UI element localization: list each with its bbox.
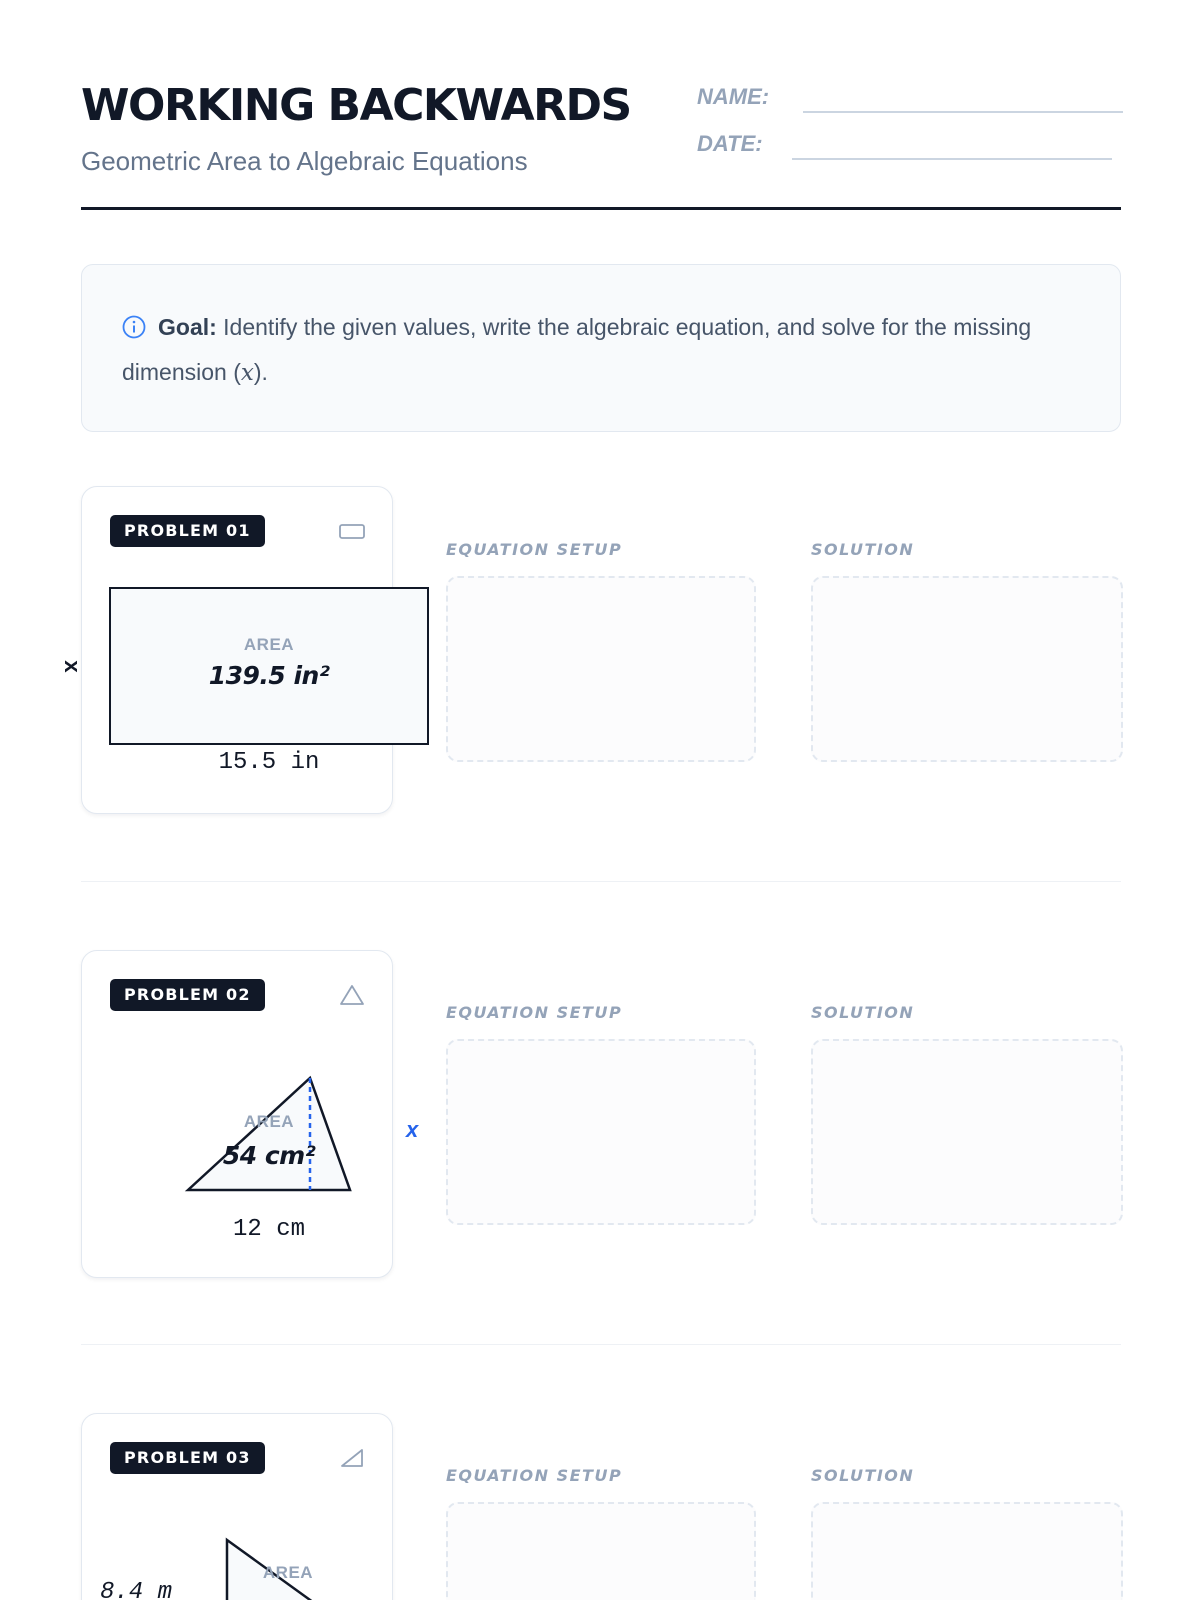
section-divider — [81, 1344, 1121, 1345]
page-title: WORKING BACKWARDS — [81, 80, 631, 131]
triangle-figure — [180, 1070, 360, 1200]
problem-badge: PROBLEM 01 — [110, 515, 265, 547]
problem-badge: PROBLEM 02 — [110, 979, 265, 1011]
solution-label: SOLUTION — [811, 1003, 915, 1022]
equation-setup-label: EQUATION SETUP — [446, 1003, 623, 1022]
page-subtitle: Geometric Area to Algebraic Equations — [81, 146, 528, 176]
area-label: AREA — [243, 635, 295, 654]
equation-setup-box[interactable] — [446, 1502, 756, 1600]
name-field[interactable] — [803, 111, 1123, 113]
area-label: AREA — [262, 1563, 314, 1582]
given-dimension: 15.5 in — [218, 749, 320, 776]
solution-label: SOLUTION — [811, 540, 915, 559]
solution-label: SOLUTION — [811, 1466, 915, 1485]
goal-text — [122, 305, 1080, 396]
equation-setup-label: EQUATION SETUP — [446, 1466, 623, 1485]
triangle-icon — [338, 983, 366, 1007]
rectangle-icon — [338, 519, 366, 543]
equation-setup-label: EQUATION SETUP — [446, 540, 623, 559]
area-value: 139.5 in² — [208, 661, 330, 690]
unknown-side-label: x — [58, 659, 84, 674]
right-triangle-icon — [338, 1446, 366, 1470]
goal-callout — [81, 264, 1121, 432]
header-divider — [81, 207, 1121, 210]
solution-box[interactable] — [811, 1039, 1123, 1225]
info-icon — [122, 315, 146, 339]
date-label: DATE: — [697, 131, 763, 156]
equation-setup-box[interactable] — [446, 576, 756, 762]
name-label: NAME: — [697, 84, 770, 109]
area-label: AREA — [243, 1112, 295, 1131]
given-dimension: 8.4 m — [100, 1579, 173, 1600]
area-value: 54 cm² — [222, 1141, 316, 1170]
equation-setup-box[interactable] — [446, 1039, 756, 1225]
problem-badge: PROBLEM 03 — [110, 1442, 265, 1474]
solution-box[interactable] — [811, 576, 1123, 762]
given-dimension: 12 cm — [232, 1216, 305, 1243]
section-divider — [81, 881, 1121, 882]
goal-description: Identify the given values, write the algebraic equation, and solve for the missing dimension ( — [122, 314, 1032, 385]
solution-box[interactable] — [811, 1502, 1123, 1600]
date-field[interactable] — [792, 158, 1112, 160]
goal-label: Goal: — [158, 314, 217, 340]
unknown-height-label: x — [406, 1117, 419, 1142]
goal-variable: x — [240, 360, 254, 386]
goal-description-end: ). — [253, 359, 268, 385]
